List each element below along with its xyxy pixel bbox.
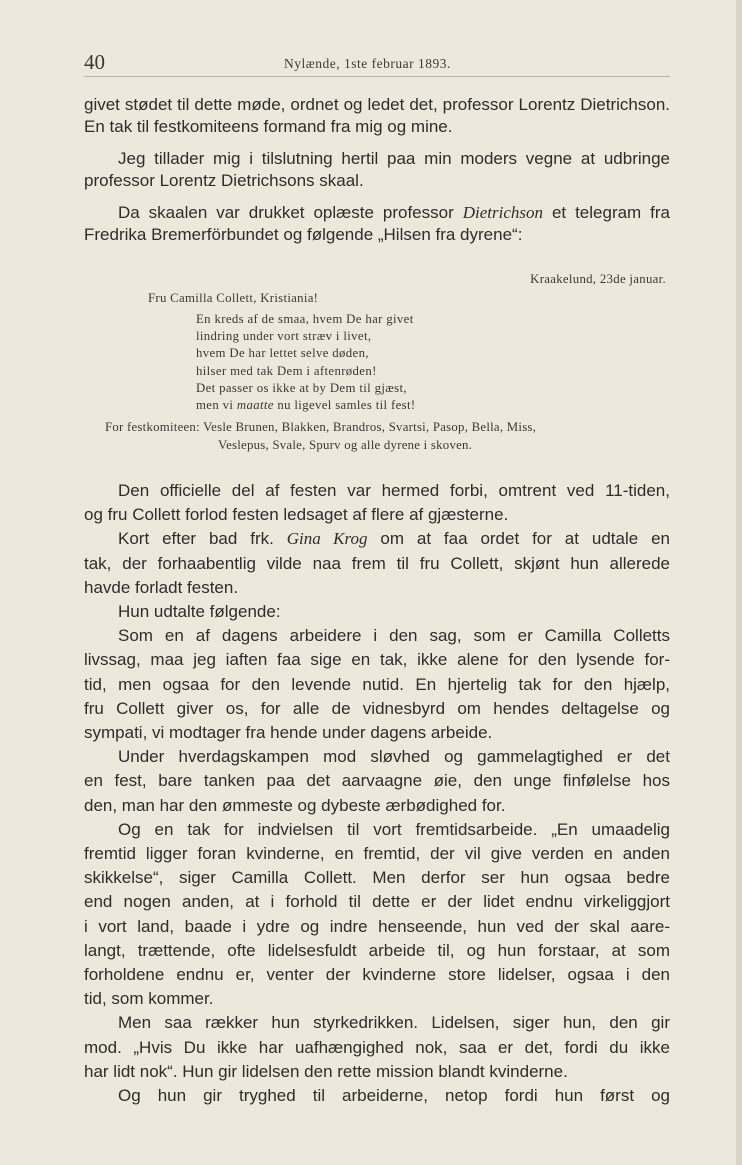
text-line: fru Collett giver os, for alle de vidnesbyrd om hendes deltagelse og [84, 698, 670, 718]
text-line: mod. „Hvis Du ikke har uafhængighed nok, saa er det, fordi du ikke [84, 1037, 670, 1057]
text-line: og fru Collett forlod festen ledsaget af flere af gjæsterne. [84, 505, 509, 525]
text-line: sympati, vi modtager fra hende under dagens arbeide. [84, 723, 493, 743]
text-line: skikkelse“, siger Camilla Collett. Men derfor ser hun ogsaa bedre [84, 868, 670, 888]
signature-line: Veslepus, Svale, Spurv og alle dyrene i skoven. [218, 438, 473, 453]
text-line: tid, som kommer. [84, 989, 214, 1009]
text-line: har lidt nok“. Hun gir lidelsen den rette mission blandt kvinderne. [84, 1061, 568, 1081]
text-line: Som en af dagens arbeidere i den sag, som er Camilla Colletts [118, 626, 670, 646]
text-line: langt, trættende, ofte lidelsesfuldt arbeide til, og hun forstaar, at som [84, 940, 670, 960]
top-text [84, 94, 670, 246]
text-line: den, man har den ømmeste og dybeste ærbødighed for. [84, 795, 506, 815]
poem-line: En kreds af de smaa, hvem De har givet [196, 312, 414, 326]
poem-line: Det passer os ikke at by Dem til gjæst, [196, 380, 407, 395]
text-line: Men saa rækker hun styrkedrikken. Lidelsen, siger hun, den gir [118, 1013, 670, 1033]
text-line: Og hun gir tryghed til arbeiderne, netop fordi hun først og [118, 1086, 670, 1106]
poem-line: men vi maatte nu ligevel samles til fest! [196, 398, 416, 413]
header-rule [84, 76, 670, 77]
paragraph: givet stødet til dette møde, ordnet og ledet det, professor Lorentz Dietrichson. En tak til festkomiteens formand fra mig og mine. [84, 95, 670, 136]
text-line: tak, der forhaabentlig vilde naa frem til fru Collett, skjønt hun allerede [84, 553, 670, 573]
page-number: 40 [84, 50, 105, 74]
text-line: tid, men ogsaa for den levende nutid. En hjertelig tak for den hjælp, [84, 674, 670, 694]
person-name: Dietrichson [462, 203, 543, 222]
page-edge [736, 0, 742, 1165]
letter-signature [105, 418, 670, 454]
text-line: havde forladt festen. [84, 577, 239, 597]
letter-poem [196, 311, 670, 414]
text-line: forholdene endnu er, venter der kvinderne store lidelser, ogsaa i den [84, 965, 670, 985]
running-title: Nylænde, 1ste februar 1893. [284, 56, 451, 71]
poem-line: lindring under vort stræv i livet, [196, 329, 372, 344]
text-line: livssag, maa jeg iaften faa sige en tak, ikke alene for den lysende for- [84, 650, 670, 670]
text-line: end nogen anden, at i forhold til dette er der lidet endnu virkeliggjort [84, 892, 670, 912]
paragraph: Jeg tillader mig i tilslutning hertil paa min moders vegne at udbringe professor Lorentz Dietrichsons skaal. [84, 149, 670, 190]
poem-line: hvem De har lettet selve døden, [196, 346, 369, 361]
intro-text: et telegram fra Fredrika Bremerförbundet og følgende „Hilsen fra dyrene“: [84, 203, 670, 244]
poem-line: hilser med tak Dem i aftenrøden! [196, 363, 377, 378]
page-header [84, 50, 670, 76]
text-line: Den officielle del af festen var hermed forbi, omtrent ved 11-tiden, [118, 481, 670, 500]
text-line: Kort efter bad frk. Gina Krog om at faa ordet for at udtale en [118, 529, 670, 549]
text-line: fremtid ligger foran kvinderne, en fremtid, der vil give verden en anden [84, 844, 670, 864]
telegram-intro [84, 202, 670, 246]
text-line: i vort land, baade i ydre og indre henseende, hun ved der skal aare- [84, 916, 670, 936]
text-line: en fest, bare tanken paa det aarvaagne øie, den unge finfølelse hos [84, 771, 670, 791]
intro-text: Da skaalen var drukket oplæste professor [118, 203, 454, 222]
text-line: Og en tak for indvielsen til vort fremtidsarbeide. „En umaadelig [118, 819, 670, 839]
telegram-letter [84, 270, 670, 454]
text-line: Hun udtalte følgende: [118, 602, 281, 622]
letter-place-date: Kraakelund, 23de januar. [530, 272, 666, 286]
letter-addressee: Fru Camilla Collett, Kristiania! [148, 291, 319, 305]
text-line: Under hverdagskampen mod sløvhed og gammelagtighed er det [118, 747, 670, 767]
signature-line: For festkomiteen: Vesle Brunen, Blakken, Brandros, Svartsi, Pasop, Bella, Miss, [105, 420, 537, 435]
main-text [84, 479, 670, 1108]
person-name: Gina Krog [286, 529, 368, 549]
